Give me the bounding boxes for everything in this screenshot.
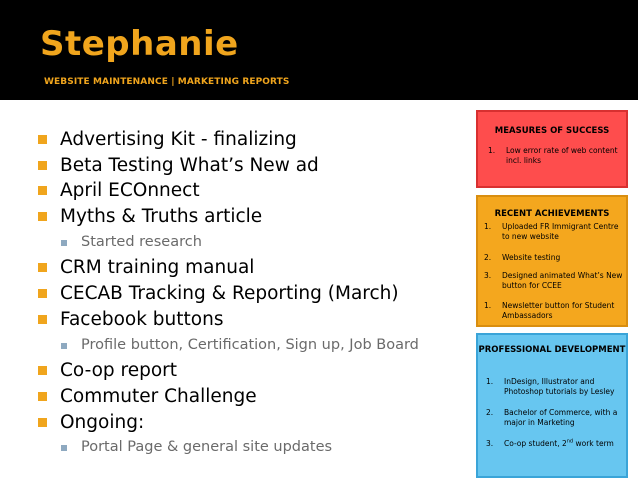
item-number: 1.: [486, 377, 494, 386]
professional-development-panel: [476, 333, 628, 478]
page-subtitle: WEBSITE MAINTENANCE | MARKETING REPORTS: [44, 77, 290, 87]
item-number: 2.: [484, 253, 492, 262]
sub-bullet-square-icon: [61, 445, 67, 451]
header-bar: [0, 0, 638, 100]
measures-of-success-panel: [476, 110, 628, 188]
item-text: Website testing: [502, 253, 561, 262]
page-title: Stephanie: [40, 24, 239, 64]
achievements-item: [484, 253, 624, 263]
bullet-square-icon: [38, 392, 47, 401]
task-label: CECAB Tracking & Reporting (March): [60, 283, 399, 305]
task-label: Commuter Challenge: [60, 385, 257, 407]
item-text-after: work term: [573, 439, 614, 448]
item-text-before: Co-op student, 2: [504, 439, 567, 448]
measures-item: [488, 146, 618, 166]
task-sublabel: Started research: [81, 233, 202, 250]
achievements-item: [484, 301, 624, 321]
task-item: [38, 307, 468, 333]
development-item: [486, 408, 626, 428]
task-item: [38, 281, 468, 307]
bullet-square-icon: [38, 212, 47, 221]
task-sublabel: Portal Page & general site updates: [81, 439, 333, 456]
item-text: Bachelor of Commerce, with a major in Marketing: [504, 408, 618, 427]
item-number: 1.: [488, 146, 496, 155]
task-label: Myths & Truths article: [60, 206, 263, 228]
item-text: Newsletter button for Student Ambassadors: [502, 301, 615, 320]
item-number: 1.: [484, 301, 492, 310]
task-label: Facebook buttons: [60, 308, 224, 330]
development-item: [486, 377, 626, 397]
achievements-item: [484, 271, 624, 291]
sub-bullet-square-icon: [61, 240, 67, 246]
item-number: 2.: [486, 408, 494, 417]
task-subitem: [38, 230, 468, 256]
task-item: [38, 410, 468, 436]
task-subitem: [38, 333, 468, 359]
bullet-square-icon: [38, 186, 47, 195]
bullet-square-icon: [38, 366, 47, 375]
item-number: 1.: [484, 222, 492, 231]
bullet-square-icon: [38, 289, 47, 298]
achievements-heading: RECENT ACHIEVEMENTS: [494, 209, 610, 219]
item-text: Uploaded FR Immigrant Centre to new website: [502, 222, 619, 241]
task-label: Ongoing:: [60, 411, 145, 433]
task-label: April ECOnnect: [60, 180, 200, 202]
task-sublabel: Profile button, Certification, Sign up, Job Board: [81, 336, 419, 353]
task-item: [38, 358, 468, 384]
bullet-square-icon: [38, 263, 47, 272]
task-item: [38, 127, 468, 153]
task-list: [38, 127, 468, 461]
task-label: CRM training manual: [60, 257, 255, 279]
development-heading: PROFESSIONAL DEVELOPMENT: [478, 345, 626, 355]
task-item: [38, 384, 468, 410]
recent-achievements-panel: [476, 195, 628, 327]
task-subitem: [38, 435, 468, 461]
bullet-square-icon: [38, 418, 47, 427]
ordinal-suffix: nd: [566, 438, 574, 445]
item-number: 3.: [486, 439, 494, 448]
task-label: Beta Testing What’s New ad: [60, 154, 319, 176]
bullet-square-icon: [38, 161, 47, 170]
bullet-square-icon: [38, 315, 47, 324]
development-item: [486, 439, 626, 449]
achievements-item: [484, 222, 624, 242]
item-text: Low error rate of web content incl. links: [506, 146, 618, 165]
item-text: InDesign, Illustrator and Photoshop tutorials by Lesley: [504, 377, 615, 396]
measures-heading: MEASURES OF SUCCESS: [494, 126, 610, 136]
task-item: [38, 178, 468, 204]
item-text: Designed animated What’s New button for CCEE: [502, 271, 623, 290]
sub-bullet-square-icon: [61, 343, 67, 349]
task-item: [38, 204, 468, 230]
task-label: Co-op report: [60, 360, 178, 382]
item-number: 3.: [484, 271, 492, 280]
task-item: [38, 153, 468, 179]
task-item: [38, 255, 468, 281]
task-label: Advertising Kit - finalizing: [60, 129, 297, 150]
bullet-square-icon: [38, 135, 47, 144]
